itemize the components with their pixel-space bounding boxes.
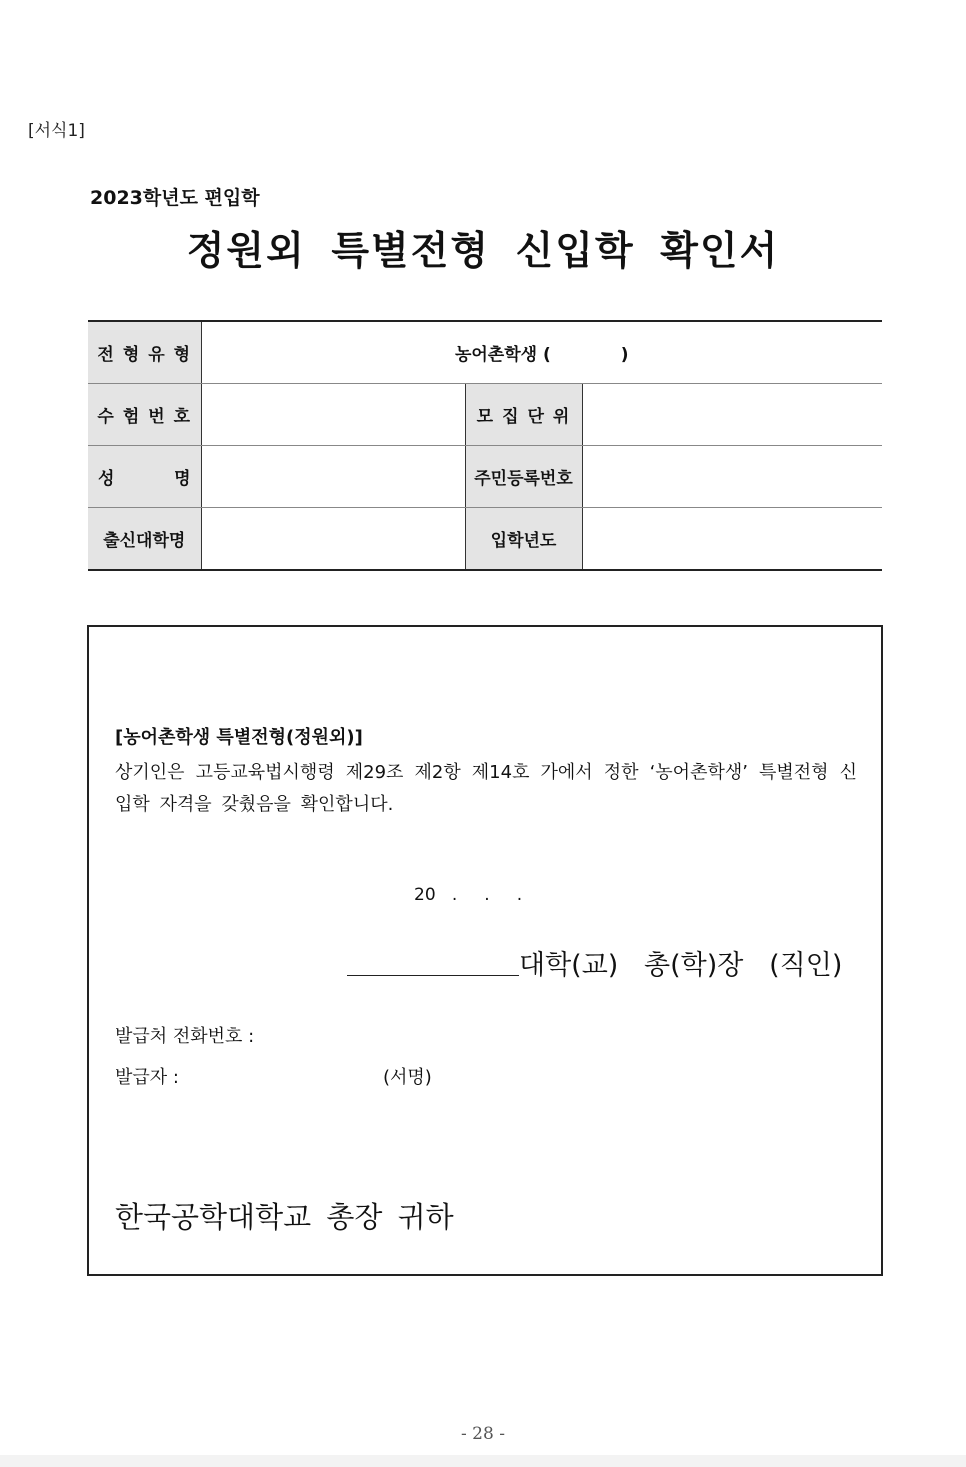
document-title: 정원외 특별전형 신입학 확인서 xyxy=(186,229,780,274)
form-number-label: [서식1] xyxy=(28,121,85,141)
admission-type-value[interactable] xyxy=(201,321,882,384)
name-label-part-1: 성 xyxy=(98,469,115,489)
admission-type-prefix: 농어촌학생 ( xyxy=(454,345,551,365)
resident-number-field[interactable] xyxy=(582,446,882,508)
certificate-body-text: 상기인은 고등교육법시행령 제29조 제2항 제14호 가에서 정한 ‘농어촌학생’ 특별전형 신입학 자격을 갖췄음을 확인합니다. xyxy=(115,762,857,815)
table-row-university xyxy=(88,508,882,571)
page-bottom-band xyxy=(0,1455,966,1467)
name-field[interactable] xyxy=(201,446,465,508)
table-row-admission-type xyxy=(88,321,882,384)
issuer-signature-label: (서명) xyxy=(383,1067,432,1088)
entry-year-label: 입학년도 xyxy=(465,508,582,571)
university-name-blank[interactable] xyxy=(347,975,519,976)
institution-signature-line xyxy=(347,943,842,982)
addressee-text: 한국공학대학교 총장 귀하 xyxy=(115,1200,454,1234)
university-name-label: 출신대학명 xyxy=(88,508,201,571)
president-seal-text: 대학(교) 총(학)장 (직인) xyxy=(519,950,843,981)
applicant-info-table xyxy=(88,320,882,571)
recruitment-unit-label: 모집단위 xyxy=(465,384,582,446)
issuer-label: 발급자 : xyxy=(115,1067,179,1088)
document-subtitle: 2023학년도 편입학 xyxy=(90,187,260,209)
certificate-box xyxy=(87,625,883,1276)
name-label-part-2: 명 xyxy=(174,469,191,489)
name-label xyxy=(88,446,201,508)
university-name-field[interactable] xyxy=(201,508,465,571)
issue-date-field[interactable]: 20 . . . xyxy=(414,885,523,905)
resident-number-label: 주민등록번호 xyxy=(465,446,582,508)
table-row-name xyxy=(88,446,882,508)
recruitment-unit-field[interactable] xyxy=(582,384,882,446)
issuer-phone-label: 발급처 전화번호 : xyxy=(115,1026,255,1047)
entry-year-field[interactable] xyxy=(582,508,882,571)
page-number: - 28 - xyxy=(461,1424,505,1444)
admission-type-label: 전형유형 xyxy=(88,321,201,384)
exam-number-field[interactable] xyxy=(201,384,465,446)
admission-type-suffix: ) xyxy=(620,345,629,365)
table-row-exam-number xyxy=(88,384,882,446)
exam-number-label: 수험번호 xyxy=(88,384,201,446)
certificate-heading: [농어촌학생 특별전형(정원외)] xyxy=(115,727,363,748)
